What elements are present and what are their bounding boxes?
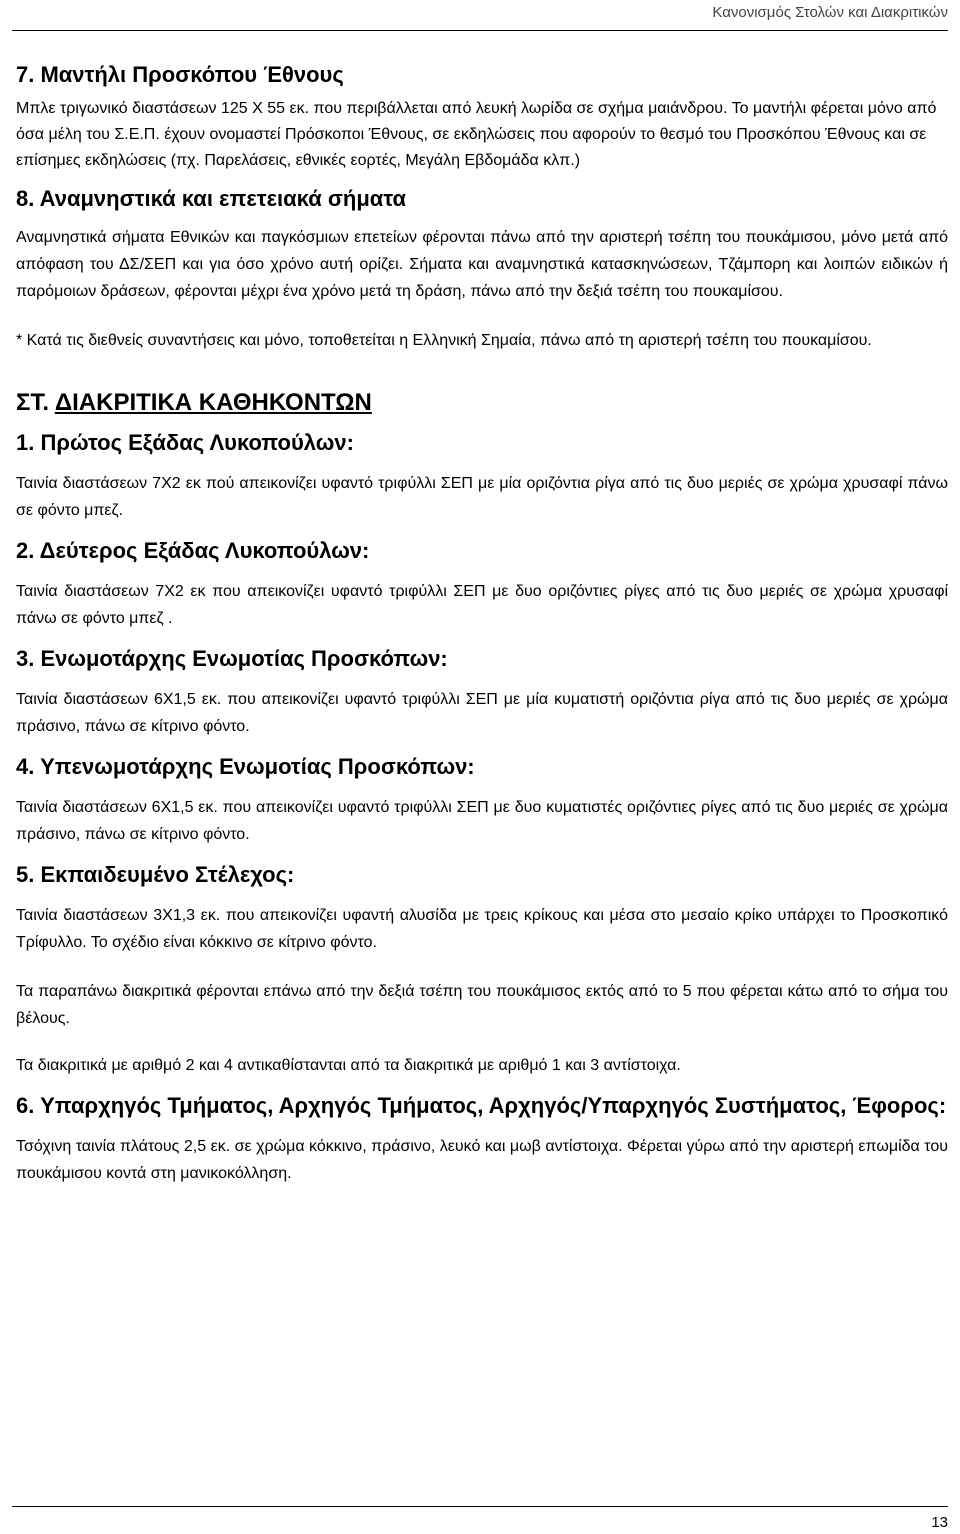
section-st-prefix: ΣΤ. [16,389,55,416]
footer-divider [12,1506,948,1507]
section-st-title: ΔΙΑΚΡΙΤΙΚΑ ΚΑΘΗΚΟΝΤΩΝ [54,389,372,416]
item-2-text: Ταινία διαστάσεων 7Χ2 εκ που απεικονίζει υφαντό τριφύλλι ΣΕΠ με δυο οριζόντιες ρίγες από τις δυο μεριές σε χρώμα χρυσαφί πάνω σε φόντο μπεζ . [16,583,948,627]
note-replacement: Τα διακριτικά με αριθμό 2 και 4 αντικαθίστανται από τα διακριτικά με αριθμό 1 και 3 αντίστοιχα. [16,1057,681,1074]
item-2-title: Δεύτερος Εξάδας Λυκοπούλων: [39,538,370,563]
section-8-heading: 8. Αναμνηστικά και επετειακά σήματα [16,186,407,211]
item-5-number: 5. [16,862,41,887]
item-3-text: Ταινία διαστάσεων 6Χ1,5 εκ. που απεικονίζει υφαντό τριφύλλι ΣΕΠ με μία κυματιστή οριζόντια ρίγα από τις δυο μεριές σε χρώμα πράσινο, πάνω σε κίτρινο φόντο. [16,691,948,735]
item-2-heading [16,536,948,566]
item-6-number: 6. [16,1093,41,1118]
header-divider [12,30,948,31]
item-5-heading [16,860,948,890]
item-6-title: Υπαρχηγός Τμήματος, Αρχηγός Τμήματος, Αρχηγός/Υπαρχηγός Συστήματος, Έφορος: [40,1093,947,1118]
section-8-paragraph-1: Αναμνηστικά σήματα Εθνικών και παγκόσμιων επετείων φέρονται πάνω από την αριστερή τσέπη του πουκάμισου, μόνο μετά από απόφαση του ΔΣ/ΣΕΠ και για όσο χρόνο αυτή ορίζει. Σήματα και αναμνηστικά κατασκηνώσεων, Τζάμπορη και λοιπών ειδικών ή παρόμοιων δράσεων, φέρονται μέχρι ένα χρόνο μετά τη δράση, πάνω από την δεξιά τσέπη του πουκαμίσου. [16,229,948,300]
section-7-text: Μπλε τριγωνικό διαστάσεων 125 Χ 55 εκ. που περιβάλλεται από λευκή λωρίδα σε σχήμα μαιάνδρου. Το μαντήλι φέρεται μόνο από όσα μέλη του Σ.Ε.Π. έχουν ονομαστεί Πρόσκοποι Έθνους, σε εκδηλώσεις που αφορούν το θεσμό του Προσκόπου Έθνους και σε επίσημες εκδηλώσεις (πχ. Παρελάσεις, εθνικές εορτές, Μεγάλη Εβδομάδα κλπ.) [16,100,937,169]
item-3-title: Ενωμοτάρχης Ενωμοτίας Προσκόπων: [40,646,448,671]
item-3-heading [16,644,948,674]
item-4-title: Υπενωμοτάρχης Ενωμοτίας Προσκόπων: [40,754,475,779]
page-number: 13 [931,1514,948,1531]
running-header: Κανονισμός Στολών και Διακριτικών [712,4,948,21]
item-1-text: Ταινία διαστάσεων 7Χ2 εκ πού απεικονίζει υφαντό τριφύλλι ΣΕΠ με μία οριζόντια ρίγα από τις δυο μεριές σε χρώμα χρυσαφί πάνω σε φόντο μπεζ. [16,475,948,519]
section-7-heading: 7. Μαντήλι Προσκόπου Έθνους [16,62,344,87]
item-6-heading [16,1091,948,1121]
item-2-number: 2. [16,538,40,563]
section-8-paragraph-2: * Κατά τις διεθνείς συναντήσεις και μόνο, τοποθετείται η Ελληνική Σημαία, πάνω από τη αριστερή τσέπη του πουκαμίσου. [16,332,872,349]
item-4-number: 4. [16,754,41,779]
item-6-text: Τσόχινη ταινία πλάτους 2,5 εκ. σε χρώμα κόκκινο, πράσινο, λευκό και μωβ αντίστοιχα. Φέρεται γύρω από την αριστερή επωμίδα του πουκάμισου κοντά στη μανικοκόλληση. [16,1138,948,1182]
item-1-title: Πρώτος Εξάδας Λυκοπούλων: [40,430,354,455]
item-4-text: Ταινία διαστάσεων 6Χ1,5 εκ. που απεικονίζει υφαντό τριφύλλι ΣΕΠ με δυο κυματιστές οριζόντιες ρίγες από τις δυο μεριές σε χρώμα πράσινο, πάνω σε κίτρινο φόντο. [16,799,948,843]
item-5-title: Εκπαιδευμένο Στέλεχος: [40,862,295,887]
item-1-number: 1. [16,430,41,455]
note-placement: Τα παραπάνω διακριτικά φέρονται επάνω από την δεξιά τσέπη του πουκάμισος εκτός από το 5 που φέρεται κάτω από το σήμα του βέλους. [16,983,948,1027]
section-st-heading [16,386,948,420]
item-4-heading [16,752,948,782]
item-5-text: Ταινία διαστάσεων 3Χ1,3 εκ. που απεικονίζει υφαντή αλυσίδα με τρεις κρίκους και μέσα στο μεσαίο κρίκο υπάρχει το Προσκοπικό Τρίφυλλο. Το σχέδιο είναι κόκκινο σε κίτρινο φόντο. [16,907,948,951]
item-3-number: 3. [16,646,41,671]
page-content [16,60,948,1187]
item-1-heading [16,428,948,458]
